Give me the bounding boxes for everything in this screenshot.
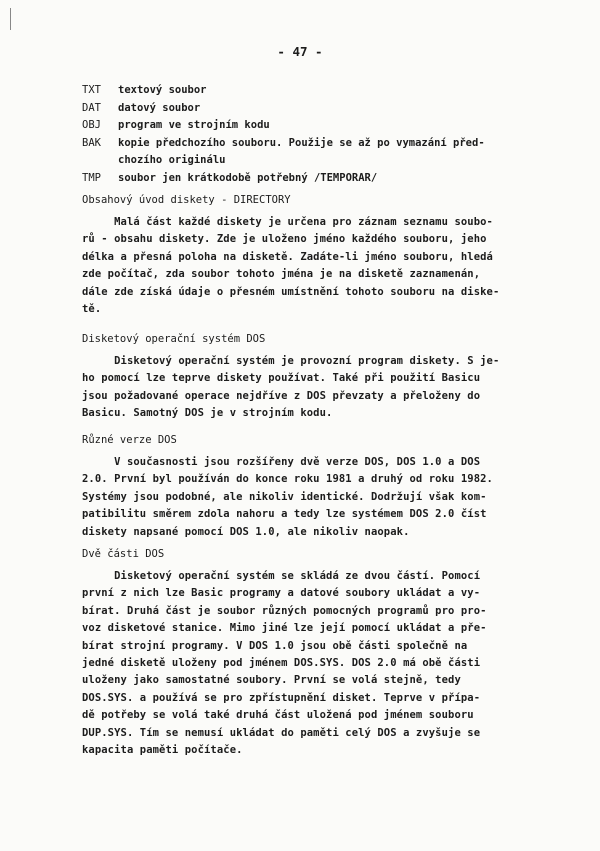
paragraph-line: Disketový operační systém se skládá ze dvou částí. Pomocí (82, 570, 481, 582)
paragraph-line: Basicu. Samotný DOS je v strojním kodu. (82, 407, 333, 420)
section-paragraph (82, 568, 540, 759)
extension-row (82, 135, 548, 153)
paragraph-line: první z nich lze Basic programy a datové soubory ukládat a vy- (82, 587, 481, 600)
paragraph-line: ho pomocí lze teprve diskety používat. Také při použití Basicu (82, 372, 481, 385)
extension-description: kopie předchozího souboru. Použije se až po vymazání před- (118, 136, 485, 149)
extension-code (82, 152, 118, 170)
extension-row (82, 117, 548, 135)
paragraph-line: kapacita paměti počítače. (82, 744, 243, 757)
extension-description: program ve strojním kodu (118, 119, 270, 131)
extension-description: soubor jen krátkodobě potřebný /TEMPORAR/ (118, 171, 378, 184)
paragraph-line: diskety napsané pomocí DOS 1.0, ale nikoliv naopak. (82, 525, 410, 538)
paragraph-line: bírat. Druhá část je soubor různých pomocných programů pro pro- (82, 604, 487, 617)
section-paragraph (82, 353, 540, 423)
paragraph-line: jedné disketě uloženy pod jménem DOS.SYS. DOS 2.0 má obě části (82, 657, 481, 670)
extension-row (82, 82, 548, 100)
extension-row (82, 100, 548, 118)
extension-code: BAK (82, 136, 101, 149)
section-heading: Obsahový úvod diskety - DIRECTORY (82, 194, 291, 206)
paragraph-line: DUP.SYS. Tím se nemusí ukládat do paměti celý DOS a zvyšuje se (82, 726, 481, 739)
section-dos (82, 331, 540, 423)
paragraph-line: délka a přesná poloha na disketě. Zadáte-li jméno souboru, hledá (82, 250, 493, 263)
paragraph-line: Malá část každé diskety je určena pro záznam seznamu soubo- (82, 216, 493, 228)
paragraph-line: voz disketové stanice. Mimo jiné lze její pomocí ukládat a pře- (82, 622, 487, 635)
section-paragraph (82, 214, 540, 318)
section-dos-parts (82, 546, 540, 759)
paragraph-line: bírat strojní programy. V DOS 1.0 jsou obě části společně na (82, 639, 468, 652)
section-heading: Disketový operační systém DOS (82, 333, 266, 345)
extension-code: DAT (82, 101, 101, 114)
paragraph-line: V současnosti jsou rozšířeny dvě verze DOS, DOS 1.0 a DOS (82, 456, 481, 468)
paragraph-line: Systémy jsou podobné, ale nikoliv identické. Dodržují však kom- (82, 490, 487, 503)
extension-description: textový soubor (118, 84, 207, 96)
page-edge-mark (10, 8, 11, 30)
extension-description: datový soubor (118, 101, 201, 114)
paragraph-line: uloženy jako samostatné soubory. První se volá stejně, tedy (82, 674, 461, 687)
extension-row (82, 152, 548, 170)
paragraph-line: Disketový operační systém je provozní program diskety. S je- (82, 355, 500, 367)
section-dos-versions (82, 432, 540, 541)
paragraph-line: jsou požadované operace nejdříve z DOS převzaty a přeloženy do (82, 389, 481, 402)
paragraph-line: patibilitu směrem zdola nahoru a tedy lze systémem DOS 2.0 číst (82, 508, 487, 521)
paragraph-line: tě. (82, 303, 102, 316)
extension-code: TMP (82, 171, 101, 184)
paragraph-line: dě potřeby se volá také druhá část uložená pod jménem souboru (82, 709, 474, 722)
paragraph-line: dále zde získá údaje o přesném umístnění tohoto souboru na diske- (82, 285, 500, 298)
extension-code: OBJ (82, 119, 101, 131)
file-extension-list (82, 82, 548, 187)
paragraph-line: zde počítač, zda soubor tohoto jména je na disketě zaznamenán, (82, 268, 481, 281)
section-heading: Dvě části DOS (82, 548, 165, 560)
paragraph-line: DOS.SYS. a používá se pro zpřístupnění disket. Teprve v přípa- (82, 691, 481, 704)
paragraph-line: 2.0. První byl používán do konce roku 1981 a druhý od roku 1982. (82, 473, 493, 486)
section-heading: Různé verze DOS (82, 434, 177, 446)
extension-description: chozího originálu (118, 154, 226, 166)
extension-row (82, 170, 548, 188)
extension-code: TXT (82, 84, 101, 96)
page-number: - 47 - (277, 44, 323, 59)
section-directory (82, 192, 540, 318)
section-paragraph (82, 454, 540, 541)
paragraph-line: rů - obsahu diskety. Zde je uloženo jméno každého souboru, jeho (82, 233, 487, 246)
